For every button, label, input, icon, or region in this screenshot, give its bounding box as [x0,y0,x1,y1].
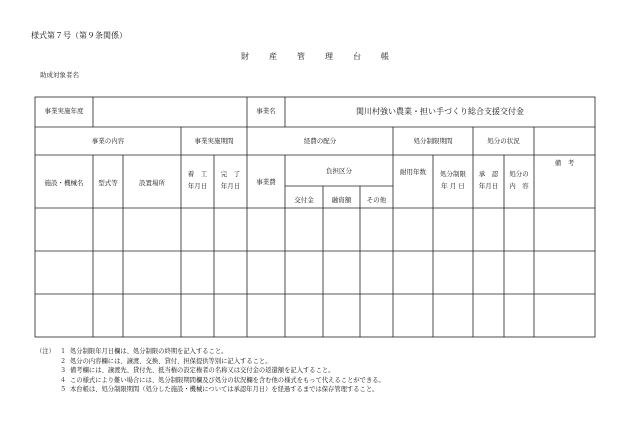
remarks-header: 備 考 [554,159,575,167]
col-disposal-date-line1: 処分制限 [440,170,466,178]
group-disposal-status: 処分の状況 [487,137,520,145]
col-other: その他 [366,196,387,204]
note-item [36,376,385,386]
group-disposal-limit: 処分制限期間 [413,137,453,145]
note-item [36,357,385,367]
note-number: ２ [59,357,67,365]
project-name-value: 関川村強い農業・担い手づくり総合支援交付金 [356,107,524,116]
col-end [214,168,247,192]
col-approval-line1: 承 認 [478,170,499,178]
group-content: 事業の内容 [91,137,125,145]
form-number: 様式第７号（第９条関係） [31,31,127,40]
col-financing: 融資額 [331,196,352,204]
col-facility: 施設・機械名 [44,179,84,187]
col-start-line1: 着 工 [187,170,208,178]
col-start-line2: 年月日 [187,182,208,190]
notes-label: （注） [36,348,55,355]
col-subsidy: 交付金 [294,196,314,204]
note-text: この様式により難い場合には、処分制限期間欄及び処分の状況欄を含む他の様式をもって代えることができる。 [70,376,385,384]
note-text: 備考欄には、譲渡先、貸付先、抵当権の設定権者の名称又は交付金の返還額を記入すること。 [70,367,335,375]
note-number: ３ [59,367,67,375]
note-text: 処分の内容欄には、譲渡、交換、貸付、担保提供等別に記入すること。 [70,357,272,365]
note-number: ５ [59,386,67,394]
fiscal-year-label: 事業実施年度 [44,107,84,115]
col-disposal-content-line1: 処分の [509,170,529,178]
note-number: ４ [59,376,67,384]
col-disposal-content-line2: 内 容 [509,182,529,190]
note-text: 本台帳は、処分制限期間（処分した施設・機械については承認年月日）を経過するまでは保存管理すること。 [70,386,379,394]
page-title: 財産管理台帳 [241,52,409,61]
col-project-cost: 事業費 [256,178,276,186]
col-disposal-date-line2: 年 月 日 [441,182,465,190]
col-disposal-content [504,168,534,192]
col-model: 型式等 [98,179,118,187]
col-end-line1: 完 了 [220,170,241,178]
col-burden: 負担区分 [326,167,352,175]
col-end-line2: 年月日 [220,182,241,190]
group-period: 事業実施期間 [194,137,234,145]
project-name-label: 事業名 [256,107,276,115]
group-costs: 経費の配分 [303,137,337,145]
note-number: １ [59,348,67,355]
note-item [36,385,385,395]
col-approval-line2: 年月日 [478,182,499,190]
notes-section [36,347,385,395]
col-location: 設置場所 [139,179,165,187]
col-useful-life: 耐用年数 [400,168,426,176]
note-item [36,366,385,376]
note-item [36,347,385,357]
col-disposal-date [433,168,473,192]
applicant-label: 助成対象者名 [40,71,79,79]
col-start [181,168,214,192]
note-text: 処分制限年月日欄は、処分制限の終期を記入すること。 [70,348,228,355]
col-approval [473,168,504,192]
